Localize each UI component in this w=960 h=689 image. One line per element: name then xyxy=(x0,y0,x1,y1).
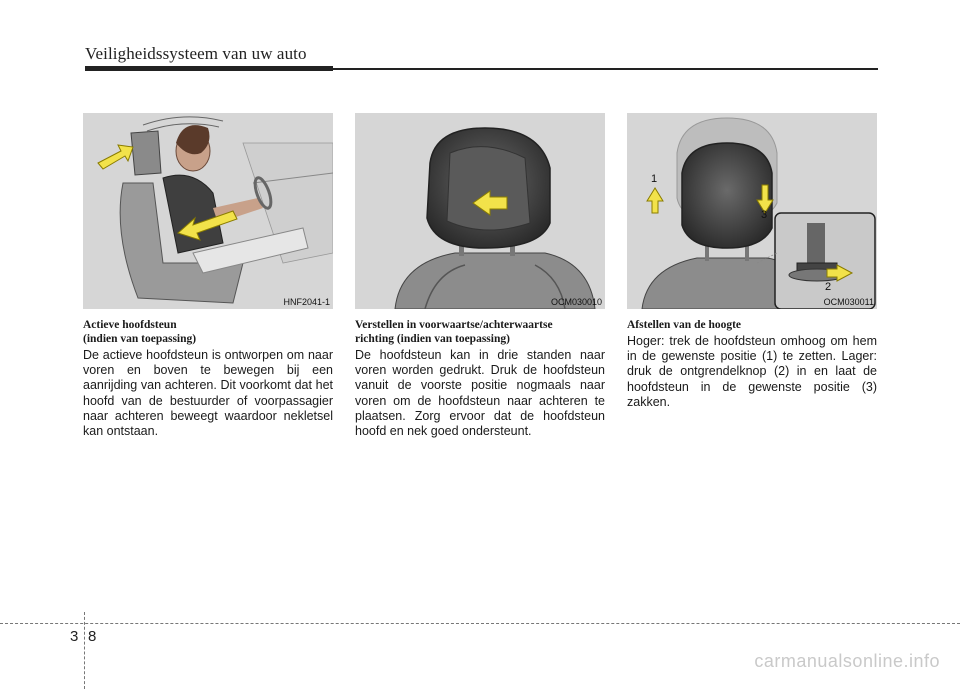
figure-height-headrest xyxy=(627,113,877,309)
section-body: Hoger: trek de hoofdsteun omhoog om hem in de gewenste positie (1) te zetten. Lager: druk de ontgrendelknop (2) in en laat de hoofdsteun in de gewenste positie (3) zakken. xyxy=(627,334,877,409)
callout-3: 3 xyxy=(761,209,768,221)
footer-divider xyxy=(84,612,85,689)
footer-rule xyxy=(0,623,960,624)
section-title-line1: Afstellen van de hoogte xyxy=(627,319,742,331)
page-header-title: Veiligheidssysteem van uw auto xyxy=(85,44,307,63)
figure-active-headrest xyxy=(83,113,333,309)
fore-aft-headrest-illustration xyxy=(355,113,605,309)
figure-fore-aft-headrest xyxy=(355,113,605,309)
section-title-line2: richting (indien van toepassing) xyxy=(355,333,510,345)
section-body: De hoofdsteun kan in drie standen naar voren worden gedrukt. Druk de hoofdsteun vanuit de voorste positie nogmaals naar voren om de hoofdsteun naar achteren te plaatsen. Zorg ervoor dat de hoofdsteun hoofd en nek goed ondersteunt. xyxy=(355,348,605,439)
section-title-line1: Actieve hoofdsteun xyxy=(83,319,177,331)
page-chapter: 3 xyxy=(70,628,79,645)
callout-2: 2 xyxy=(825,281,832,293)
section-active-headrest xyxy=(83,318,333,439)
section-body: De actieve hoofdsteun is ontworpen om naar voren en boven te bewegen bij een aanrijding van achteren. Dit voorkomt dat het hoofd van de bestuurder of voorpassagier naar achteren beweegt waardoor nekletsel kan ontstaan. xyxy=(83,348,333,439)
figure-code: HNF2041-1 xyxy=(283,297,330,307)
figure-code: OCM030011 xyxy=(823,297,874,307)
page-number: 8 xyxy=(88,628,97,645)
active-headrest-illustration xyxy=(83,113,333,309)
watermark: carmanualsonline.info xyxy=(754,651,940,671)
section-title-line2: (indien van toepassing) xyxy=(83,333,197,345)
section-title-line1: Verstellen in voorwaartse/achterwaartse xyxy=(355,319,553,331)
section-fore-aft-headrest xyxy=(355,318,605,439)
height-headrest-illustration xyxy=(627,113,877,309)
section-height-headrest xyxy=(627,318,877,410)
header-rule xyxy=(85,68,878,70)
figure-code: OCM030010 xyxy=(550,297,602,307)
callout-1: 1 xyxy=(651,173,658,185)
